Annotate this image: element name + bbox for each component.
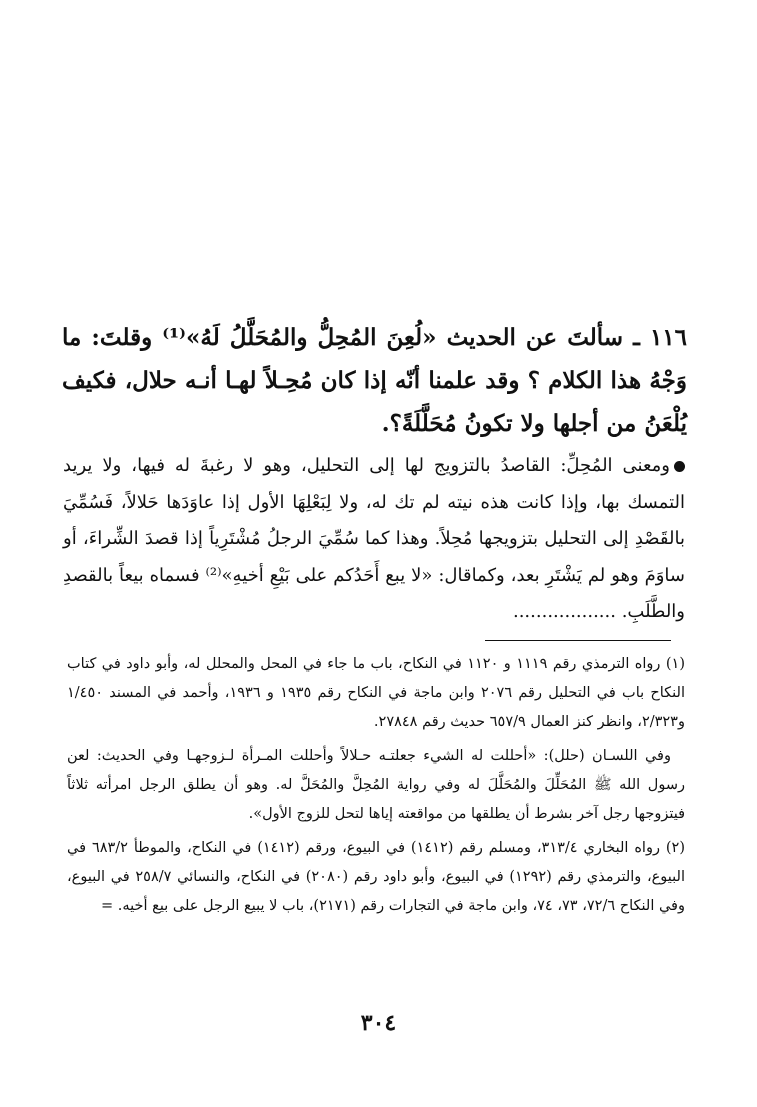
footnote-separator xyxy=(485,640,671,641)
footnote-1: (١) رواه الترمذي رقم ١١١٩ و ١١٢٠ في النكاح، باب ما جاء في المحل والمحلل له، وأبو داود في كتاب النكاح باب في التحليل رقم ٢٠٧٦ وابن ماجة في النكاح رقم ١٩٣٥ و ١٩٣٦، وأحمد في المسند ١/٤٥٠ و٢/٣٢٣، وانظر كنز العمال ٦٥٧/٩ حديث رقم ٢٧٨٤٨. xyxy=(67,656,686,730)
footnote-2: (٢) رواه البخاري ٣١٣/٤، ومسلم رقم (١٤١٢) في البيوع، ورقم (١٤١٢) في النكاح، والموطأ ٦٨٣/٢ في البيوع، والترمذي رقم (١٢٩٢) في البيوع، وأبو داود رقم (٢٠٨٠) في النكاح، والنسائي ٢٥٨/٧ في البيوع، وفي النكاح ٧٢/٦، ٧٣، ٧٤، وابن ماجة في التجارات رقم (٢١٧١)، باب لا يبيع الرجل على بيع أخيه. = xyxy=(67,840,686,914)
bullet-icon xyxy=(674,461,685,472)
page-number: ٣٠٤ xyxy=(360,1010,397,1036)
answer-text: ومعنى المُحِلِّ: القاصدُ بالتزويج لها إلى التحليل، وهو لا رغبةَ له فيها، ولا يريد التمسك بها، وإذا كانت هذه نيته لم تك له، ولا لِبَعْلِهَا الأول إذا عاوَدَها حَلالاً، فَسُمِّيَ بالقَصْدِ إلى التحليل بتزويجها مُحِلاً. وهذا كما سُمِّيَ الرجلُ مُشْتَرِياً إذا قصدَ الشِّراءَ، أو ساوَمَ وهو لم يَشْتَرِ بعد، وكماقال: «لا يبع أَحَدُكم على بَيْعِ أخيهِ»⁽²⁾ فسماه بيعاً بالقصدِ والطَّلَبِ. .................. xyxy=(63,455,685,622)
footnote-1-continuation: وفي اللسـان (حلل): «أحللت له الشيء جعلتـه حـلالاً وأحللت المـرأة لـزوجهـا وفي الحديث: لعن رسول الله ﷺ المُحَلِّلَ والمُحَلَّلَ له وفي رواية المُحِلَّ والمُحَلَّ له. وهو أن يطلق الرجل امرأته ثلاثاً فيتزوجها رجل آخر بشرط أن يطلقها من مواقعته إياها لتحل للزوج الأول». xyxy=(67,748,685,822)
footnotes xyxy=(67,650,685,926)
question-paragraph: ١١٦ ـ سألتَ عن الحديث «لُعِنَ المُحِلُّ والمُحَلَّلُ لَهُ»⁽¹⁾ وقلتَ: ما وَجْهُ هذا الكلام ؟ وقد علمنا أنّه إذا كان مُحِـلاً لهـا أنـه حلال، فكيف يُلْعَنُ من أجلها ولا تكونُ مُحَلَّلَةً؟. xyxy=(62,324,687,437)
answer-paragraph xyxy=(63,448,685,631)
